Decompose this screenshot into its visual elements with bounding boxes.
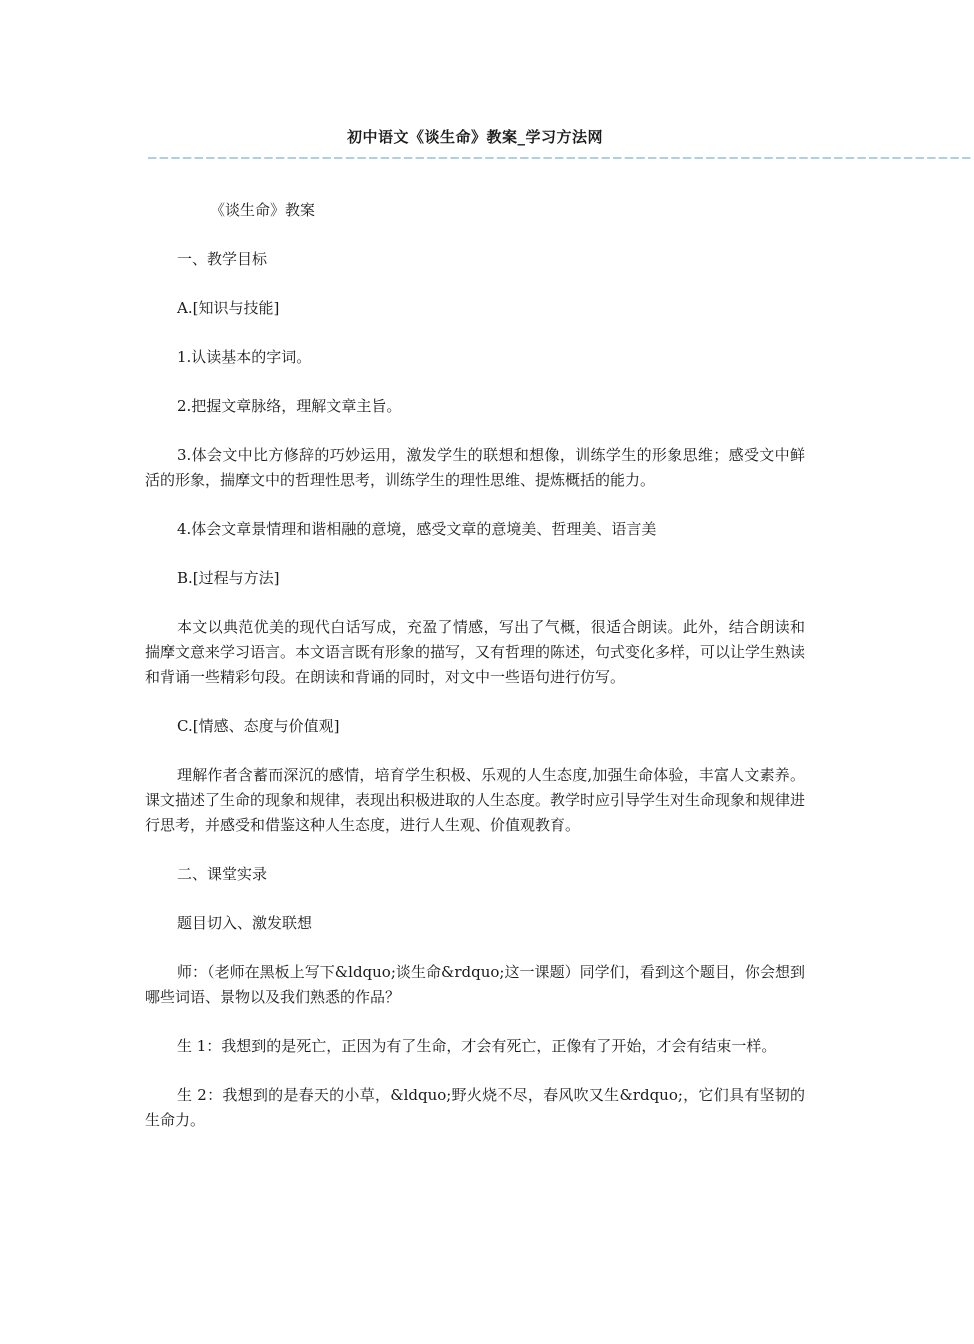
body-paragraph: 理解作者含蓄而深沉的感情，培育学生积极、乐观的人生态度,加强生命体验，丰富人文素养。课文描述了生命的现象和规律，表现出积极进取的人生态度。教学时应引导学生对生命现象和规律进行思考，并感受和借鉴这种人生态度，进行人生观、价值观教育。: [145, 766, 806, 834]
body-paragraph: 本文以典范优美的现代白话写成，充盈了情感，写出了气概，很适合朗读。此外，结合朗读和揣摩文意来学习语言。本文语言既有形象的描写，又有哲理的陈述，句式变化多样，可以让学生熟读和背诵一些精彩句段。在朗读和背诵的同时，对文中一些语句进行仿写。: [145, 618, 806, 686]
section-heading: 二、课堂实录: [177, 865, 268, 883]
dialogue-paragraph: 师：（老师在黑板上写下&ldquo;谈生命&rdquo;这一课题）同学们，看到这个题目，你会想到哪些词语、景物以及我们熟悉的作品？: [145, 963, 805, 1006]
list-item: 4.体会文章景情理和谐相融的意境，感受文章的意境美、哲理美、语言美: [177, 520, 657, 538]
subsection-heading: B.[过程与方法]: [177, 569, 280, 587]
list-item: 2.把握文章脉络，理解文章主旨。: [177, 397, 402, 415]
subsection-heading: C.[情感、态度与价值观]: [177, 717, 340, 735]
document-body: [145, 198, 805, 1157]
lesson-title: 《谈生命》教案: [210, 201, 316, 219]
list-item: 3.体会文中比方修辞的巧妙运用，激发学生的联想和想像，训练学生的形象思维；感受文中鲜活的形象，揣摩文中的哲理性思考，训练学生的理性思维、提炼概括的能力。: [145, 446, 805, 489]
title-divider: ———————————————————————————————————————————————————————————————————————: [148, 150, 974, 166]
subsection-heading: A.[知识与技能]: [177, 299, 280, 317]
dialogue-paragraph: 生 1：我想到的是死亡，正因为有了生命，才会有死亡，正像有了开始，才会有结束一样。: [177, 1037, 777, 1055]
dialogue-paragraph: 生 2：我想到的是春天的小草，&ldquo;野火烧不尽，春风吹又生&rdquo;，它们具有坚韧的生命力。: [145, 1086, 805, 1129]
list-item: 1.认读基本的字词。: [177, 348, 312, 366]
subsection-heading: 题目切入、激发联想: [177, 914, 313, 932]
section-heading: 一、教学目标: [177, 250, 268, 268]
document-title: 初中语文《谈生命》教案_学习方法网: [346, 128, 603, 146]
